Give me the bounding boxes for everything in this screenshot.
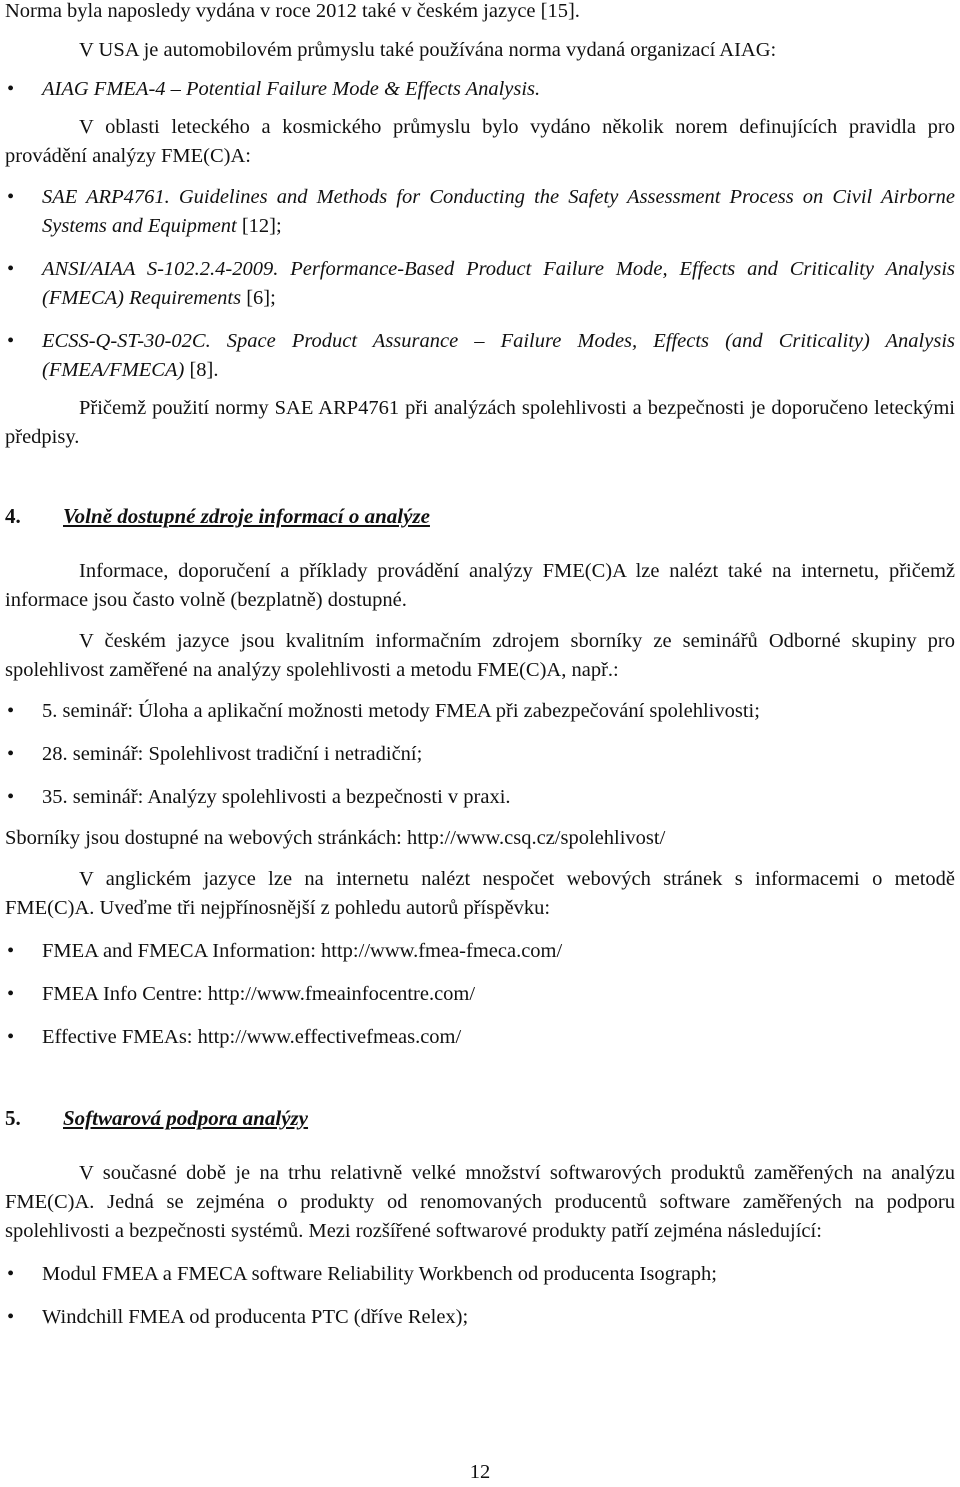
- list-item-text: FMEA and FMECA Information: http://www.fmea-fmeca.com/: [42, 940, 563, 962]
- bullet-icon: •: [7, 78, 15, 100]
- document-page: [5, 0, 955, 1332]
- section-heading-5: [5, 1104, 955, 1133]
- paragraph-usa-aiag: V USA je automobilovém průmyslu také používána norma vydaná organizací AIAG:: [79, 39, 777, 61]
- bullet-icon: •: [7, 940, 15, 962]
- section-title: Volně dostupné zdroje informací o analýze: [63, 504, 430, 528]
- paragraph-aerospace: V oblasti leteckého a kosmického průmyslu bylo vydáno několik norem definujících pravidla pro provádění analýzy FME(C)A:: [5, 116, 955, 167]
- list-item-ref: [12];: [236, 215, 282, 237]
- list-item: [5, 183, 955, 241]
- paragraph-internet-info: Informace, doporučení a příklady provádění analýzy FME(C)A lze nalézt také na internetu, přičemž informace jsou často volně (bezplatně) dostupné.: [5, 560, 955, 611]
- list-item-text: FMEA Info Centre: http://www.fmeainfocentre.com/: [42, 983, 476, 1005]
- list-item-text: Effective FMEAs: http://www.effectivefmeas.com/: [42, 1026, 462, 1048]
- list-item-text: Windchill FMEA od producenta PTC (dříve Relex);: [42, 1306, 469, 1328]
- list-software-products: [5, 1260, 955, 1332]
- list-seminars: [5, 697, 955, 812]
- paragraph-czech-sources: V českém jazyce jsou kvalitním informačním zdrojem sborníky ze seminářů Odborné skupiny pro spolehlivost zaměřené na analýzy spolehlivosti a metodu FME(C)A, např.:: [5, 630, 955, 681]
- list-item: [5, 1023, 955, 1052]
- paragraph-sae-recommended: Přičemž použití normy SAE ARP4761 při analýzách spolehlivosti a bezpečnosti je doporučeno leteckými předpisy.: [5, 397, 955, 448]
- list-item-text: Modul FMEA a FMECA software Reliability Workbench od producenta Isograph;: [42, 1263, 717, 1285]
- list-item: [5, 1303, 955, 1332]
- bullet-icon: •: [7, 330, 15, 352]
- list-item-text: SAE ARP4761. Guidelines and Methods for Conducting the Safety Assessment Process on Civil Airborne Systems and Equipment: [42, 186, 955, 237]
- page-number: 12: [469, 1461, 491, 1483]
- list-item-text: 35. seminář: Analýzy spolehlivosti a bezpečnosti v praxi.: [42, 786, 511, 808]
- bullet-icon: •: [7, 1263, 15, 1285]
- section-heading-4: [5, 502, 955, 531]
- list-item: [5, 75, 955, 104]
- list-item: [5, 937, 955, 966]
- section-number: 5.: [5, 1106, 21, 1130]
- list-item: [5, 783, 955, 812]
- bullet-icon: •: [7, 983, 15, 1005]
- bullet-icon: •: [7, 743, 15, 765]
- section-title: Softwarová podpora analýzy: [63, 1106, 309, 1130]
- list-item: [5, 1260, 955, 1289]
- paragraph-english-sources: V anglickém jazyce lze na internetu nalézt nespočet webových stránek s informacemi o metodě FME(C)A. Uveďme tři nejpřínosnější z pohledu autorů příspěvku:: [5, 868, 955, 919]
- list-item: [5, 327, 955, 385]
- paragraph-norm-2012: Norma byla naposledy vydána v roce 2012 také v českém jazyce [15].: [5, 0, 580, 22]
- list-item-text: AIAG FMEA-4 – Potential Failure Mode & Effects Analysis.: [42, 78, 541, 100]
- bullet-icon: •: [7, 786, 15, 808]
- list-aiag: [5, 75, 955, 104]
- paragraph-proceedings-url: Sborníky jsou dostupné na webových stránkách: http://www.csq.cz/spolehlivost/: [5, 827, 666, 849]
- list-item: [5, 740, 955, 769]
- list-item: [5, 255, 955, 313]
- section-number: 4.: [5, 504, 21, 528]
- list-item-ref: [8].: [184, 359, 219, 381]
- list-item-text: ECSS-Q-ST-30-02C. Space Product Assurance – Failure Modes, Effects (and Criticality) Analysis (FMEA/FMECA): [42, 330, 955, 381]
- list-item: [5, 980, 955, 1009]
- list-aerospace-norms: [5, 183, 955, 385]
- list-item: [5, 697, 955, 726]
- list-item-text: 28. seminář: Spolehlivost tradiční i netradiční;: [42, 743, 423, 765]
- list-item-text: ANSI/AIAA S-102.2.4-2009. Performance-Based Product Failure Mode, Effects and Criticality Analysis (FMECA) Requirements: [42, 258, 955, 309]
- list-item-ref: [6];: [241, 287, 276, 309]
- bullet-icon: •: [7, 700, 15, 722]
- paragraph-software-market: V současné době je na trhu relativně velké množství softwarových produktů zaměřených na analýzu FME(C)A. Jedná se zejména o produkty od renomovaných producentů software zaměřených na podporu spolehlivosti a bezpečnosti systémů. Mezi rozšířené softwarové produkty patří zejména následující:: [5, 1162, 955, 1242]
- bullet-icon: •: [7, 186, 15, 208]
- list-item-text: 5. seminář: Úloha a aplikační možnosti metody FMEA při zabezpečování spolehlivosti;: [42, 700, 760, 722]
- list-english-websites: [5, 937, 955, 1052]
- bullet-icon: •: [7, 1306, 15, 1328]
- bullet-icon: •: [7, 258, 15, 280]
- bullet-icon: •: [7, 1026, 15, 1048]
